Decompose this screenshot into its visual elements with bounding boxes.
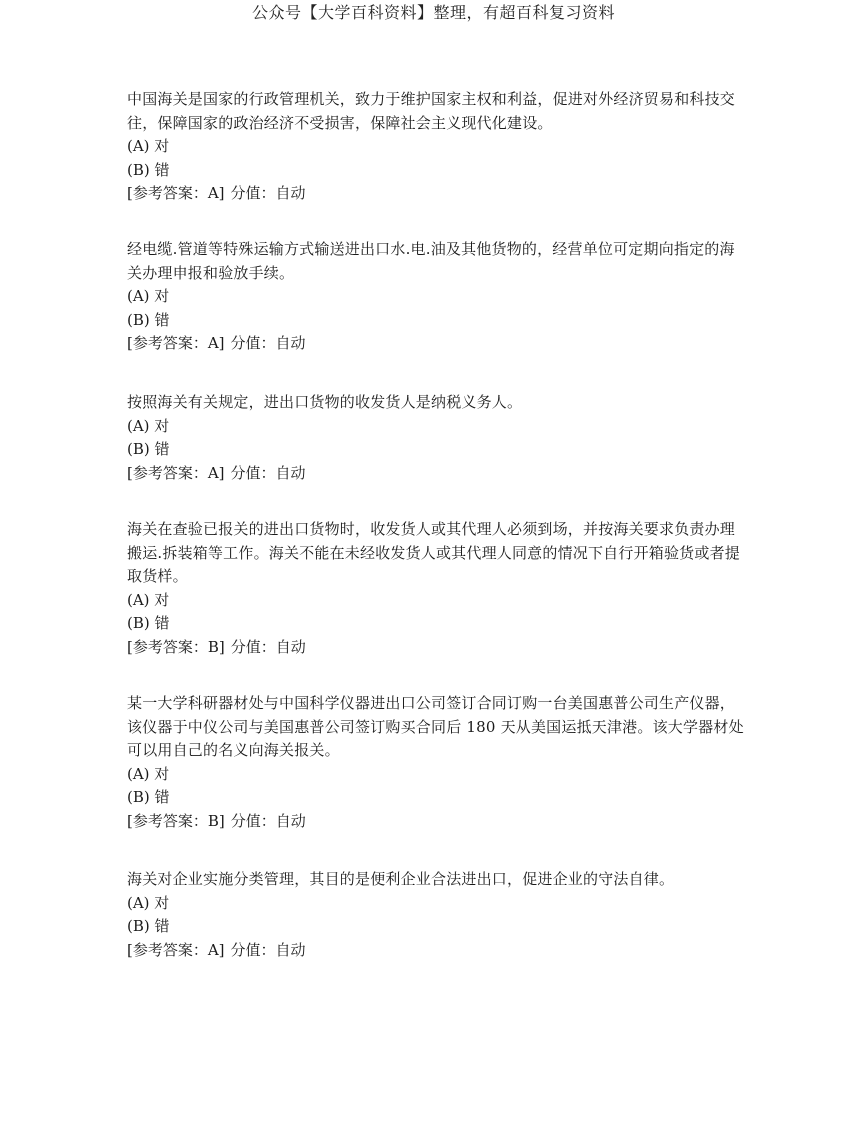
option-a[interactable]: (A) 对 [127, 287, 170, 305]
score-label: 分值：自动 [230, 463, 306, 482]
option-b[interactable]: (B) 错 [127, 160, 170, 179]
answer-line [127, 462, 747, 486]
answer-line [127, 332, 747, 356]
answer-line [127, 636, 747, 660]
question-text: 海关在查验已报关的进出口货物时，收发货人或其代理人必须到场，并按海关要求负责办理搬运.拆装箱等工作。海关不能在未经收发货人或其代理人同意的情况下自行开箱验货或者提取货样。 [127, 520, 740, 585]
option-a[interactable]: (A) 对 [127, 764, 170, 783]
question-text: 某一大学科研器材处与中国科学仪器进出口公司签订合同订购一台美国惠普公司生产仪器，该仪器于中仪公司与美国惠普公司签订购买合同后 180 天从美国运抵天津港。该大学器材处可以用自己的名义向海关报关。 [127, 694, 744, 759]
page-header: 公众号【大学百科资料】整理，有超百科复习资料 [251, 3, 615, 22]
option-b[interactable]: (B) 错 [127, 310, 170, 329]
answer-label: [参考答案：A] [127, 463, 225, 482]
answer-label: [参考答案：B] [127, 637, 225, 656]
question-4 [127, 518, 747, 659]
answer-line [127, 182, 747, 206]
option-b[interactable]: (B) 错 [127, 917, 170, 935]
answer-label: [参考答案：B] [127, 811, 225, 830]
score-label: 分值：自动 [230, 184, 306, 202]
score-label: 分值：自动 [230, 811, 306, 830]
answer-line [127, 810, 747, 834]
option-a[interactable]: (A) 对 [127, 416, 170, 435]
question-3 [127, 391, 747, 485]
answer-line [127, 939, 747, 963]
score-label: 分值：自动 [230, 334, 306, 352]
score-label: 分值：自动 [230, 940, 306, 959]
answer-label: [参考答案：A] [127, 334, 225, 352]
score-label: 分值：自动 [230, 637, 306, 656]
question-1 [127, 88, 747, 206]
question-text: 中国海关是国家的行政管理机关，致力于维护国家主权和利益，促进对外经济贸易和科技交往，保障国家的政治经济不受损害，保障社会主义现代化建设。 [127, 90, 736, 132]
question-6 [127, 868, 747, 962]
question-2 [127, 238, 747, 356]
option-b[interactable]: (B) 错 [127, 788, 170, 806]
question-text: 按照海关有关规定，进出口货物的收发货人是纳税义务人。 [127, 393, 523, 411]
option-b[interactable]: (B) 错 [127, 440, 170, 458]
option-a[interactable]: (A) 对 [127, 137, 170, 155]
answer-label: [参考答案：A] [127, 184, 225, 202]
answer-label: [参考答案：A] [127, 940, 225, 959]
question-text: 海关对企业实施分类管理，其目的是便利企业合法进出口，促进企业的守法自律。 [127, 870, 675, 888]
option-a[interactable]: (A) 对 [127, 590, 170, 609]
option-a[interactable]: (A) 对 [127, 893, 170, 912]
question-text: 经电缆.管道等特殊运输方式输送进出口水.电.油及其他货物的，经营单位可定期向指定的海关办理申报和验放手续。 [127, 240, 735, 282]
option-b[interactable]: (B) 错 [127, 614, 170, 632]
question-5 [127, 692, 747, 833]
